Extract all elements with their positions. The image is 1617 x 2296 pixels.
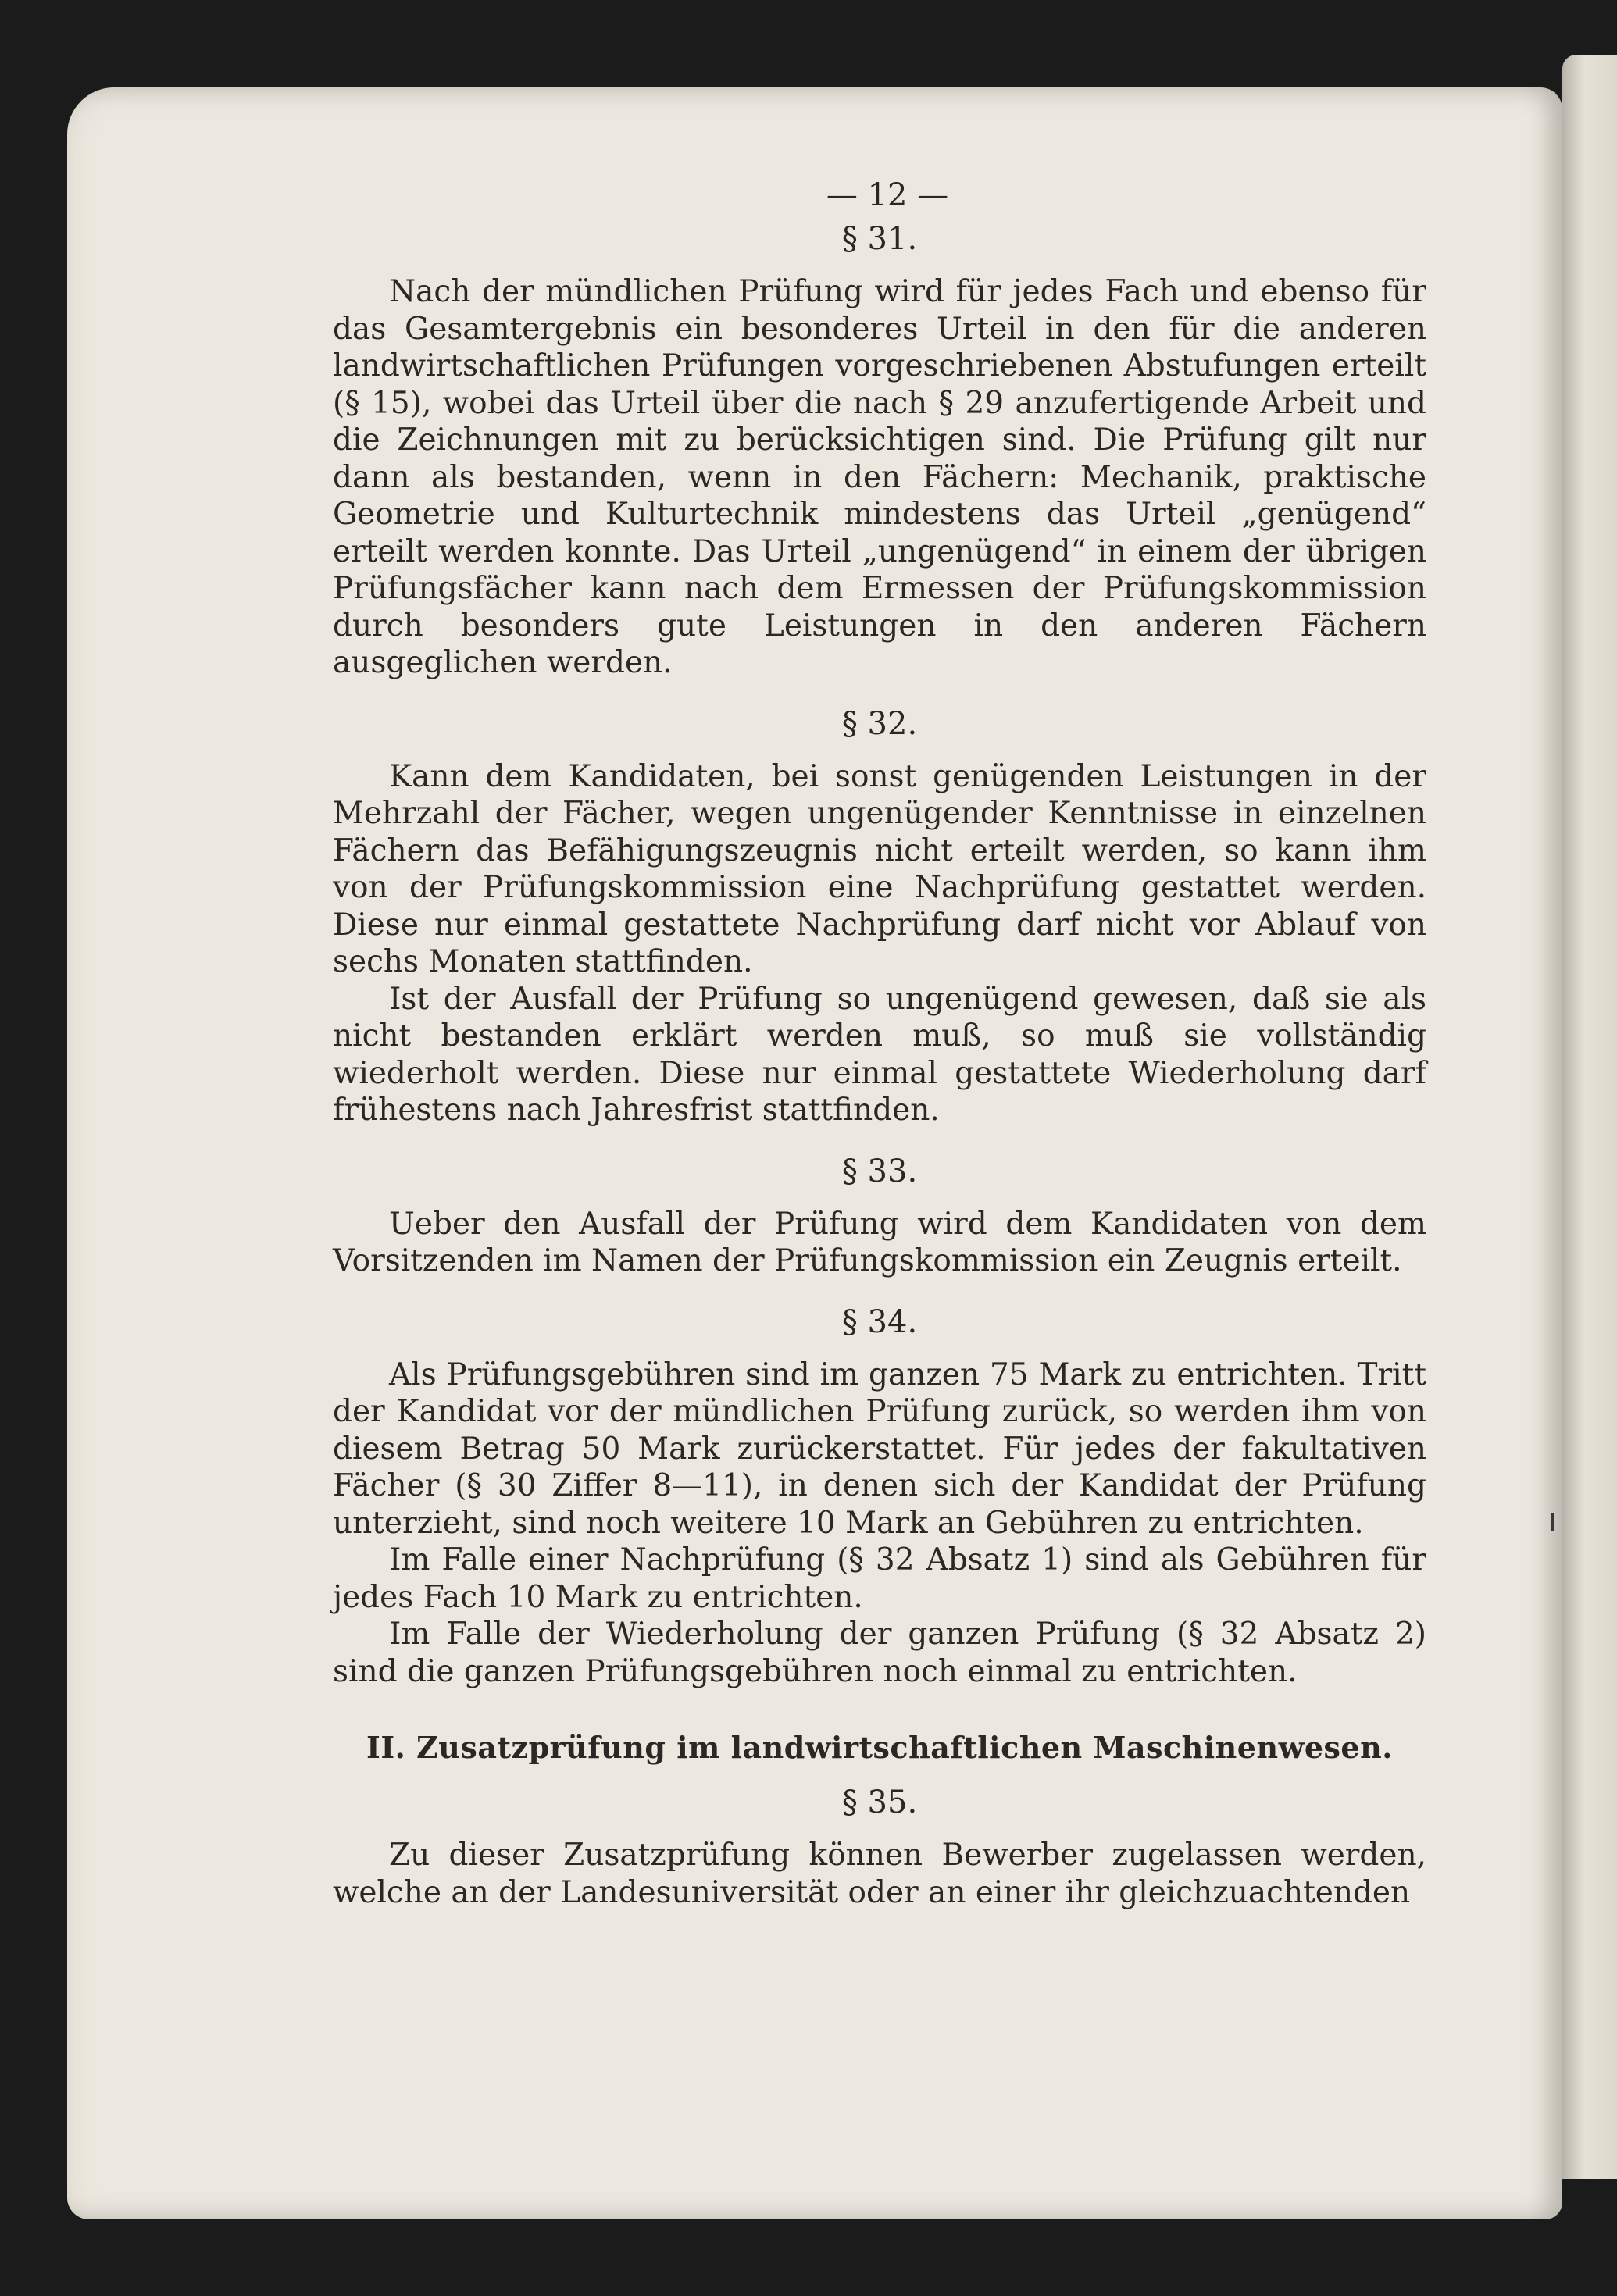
margin-mark [1551,1513,1554,1531]
section-32-paragraph-2: Ist der Ausfall der Prüfung so ungenügend gewesen, daß sie als nicht bestanden erklärt werden muß, so muß sie vollständig wiederholt werden. Diese nur einmal gestattete Wiederholung darf frühestens nach Jahresfrist stattfinden. [333,981,1426,1128]
section-heading-32: § 32. [841,705,918,742]
chapter-title: II. Zusatzprüfung im landwirtschaftlichen Maschinenwesen. [366,1730,1393,1765]
section-heading-33: § 33. [841,1153,918,1189]
section-35-paragraph-1: Zu dieser Zusatzprüfung können Bewerber zugelassen werden, welche an der Landesuniversität oder an einer ihr gleichzuachtenden [333,1838,1426,1910]
section-33-paragraph-1: Ueber den Ausfall der Prüfung wird dem Kandidaten von dem Vorsitzenden im Namen der Prüfungskommission ein Zeugnis erteilt. [333,1206,1426,1278]
page-content [333,87,1426,1911]
section-32-paragraph-1: Kann dem Kandidaten, bei sonst genügenden Leistungen in der Mehrzahl der Fächer, wegen ungenügender Kenntnisse in einzelnen Fächern das Befähigungszeugnis nicht erteilt werden, so kann ihm von der Prüfungskommission eine Nachprüfung gestattet werden. Diese nur einmal gestattete Nachprüfung darf nicht vor Ablauf von sechs Monaten stattfinden. [333,758,1426,979]
next-page-edge [1562,55,1617,2179]
section-heading-35: § 35. [841,1784,918,1820]
section-heading-31: § 31. [841,221,918,257]
section-34-paragraph-2: Im Falle einer Nachprüfung (§ 32 Absatz 1) sind als Gebühren für jedes Fach 10 Mark zu entrichten. [333,1542,1426,1615]
section-34-paragraph-1: Als Prüfungsgebühren sind im ganzen 75 Mark zu entrichten. Tritt der Kandidat vor der mündlichen Prüfung zurück, so werden ihm von diesem Betrag 50 Mark zurückerstattet. Für jedes der fakultativen Fächer (§ 30 Ziffer 8—11), in denen sich der Kandidat der Prüfung unterzieht, sind noch weitere 10 Mark an Gebühren zu entrichten. [333,1357,1426,1541]
section-31-paragraph-1: Nach der mündlichen Prüfung wird für jedes Fach und ebenso für das Gesamtergebnis ein besonderes Urteil in den für die anderen landwirtschaftlichen Prüfungen vorgeschriebenen Abstufungen erteilt (§ 15), wobei das Urteil über die nach § 29 anzufertigende Arbeit und die Zeichnungen mit zu berücksichtigen sind. Die Prüfung gilt nur dann als bestanden, wenn in den Fächern: Mechanik, praktische Geometrie und Kulturtechnik mindestens das Urteil „genügend“ erteilt werden konnte. Das Urteil „ungenügend“ in einem der übrigen Prüfungsfächer kann nach dem Ermessen der Prüfungskommission durch besonders gute Leistungen in den anderen Fächern ausgeglichen werden. [333,274,1426,680]
section-34-paragraph-3: Im Falle der Wiederholung der ganzen Prüfung (§ 32 Absatz 2) sind die ganzen Prüfungsgebühren noch einmal zu entrichten. [333,1617,1426,1689]
book-page [67,87,1562,2219]
page-number: — 12 — [826,177,949,213]
section-heading-34: § 34. [841,1303,918,1340]
